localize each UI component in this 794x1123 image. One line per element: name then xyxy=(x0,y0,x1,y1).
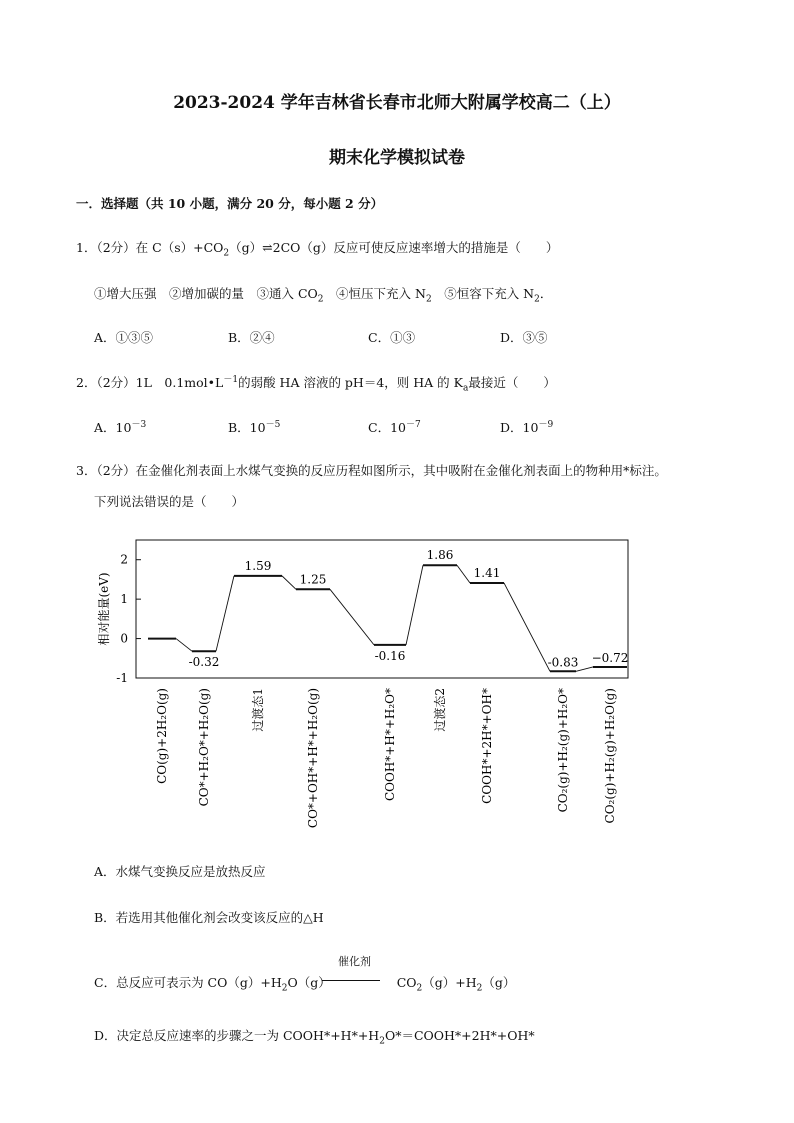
q1-option-a[interactable]: A．①③⑤ xyxy=(94,330,154,345)
q3-option-d-a: D．决定总反应速率的步骤之一为 COOH*+H*+H xyxy=(94,1028,380,1043)
q2-sub: a xyxy=(462,383,469,394)
state-label-5: 过渡态2 xyxy=(433,688,447,732)
q3-option-c-sub1: 2 xyxy=(281,983,288,994)
q2-option-c[interactable] xyxy=(368,417,421,436)
state-label-2: 过渡态1 xyxy=(251,688,265,732)
y-tick-label-2: 1 xyxy=(120,592,128,607)
q2-option-c-sup: －7 xyxy=(405,420,421,430)
q3-option-c-sub2: 2 xyxy=(416,983,423,994)
q1-stem-a: 1．（2分）在 C（s）+CO xyxy=(76,240,224,255)
q1-measures-sub1: 2 xyxy=(317,294,324,305)
energy-value-label-5: 1.86 xyxy=(426,548,454,563)
q2-option-b[interactable] xyxy=(228,417,280,436)
q3-option-b[interactable]: B．若选用其他催化剂会改变该反应的△H xyxy=(94,910,324,925)
title-line-1: 2023-2024 学年吉林省长春市北师大附属学校高二（上） xyxy=(173,93,621,113)
q2-option-a-text: A．10 xyxy=(94,420,132,436)
q2-option-b-text: B．10 xyxy=(228,420,266,436)
q2-option-a[interactable] xyxy=(94,417,146,436)
state-label-4: COOH*+H*+H₂O* xyxy=(383,688,397,802)
section-heading: 一．选择题（共 10 小题，满分 20 分，每小题 2 分） xyxy=(76,196,384,211)
q2-stem-b: 的弱酸 HA 溶液的 pH＝4，则 HA 的 K xyxy=(238,375,463,391)
q2-stem-c: 最接近（ ） xyxy=(468,375,556,391)
energy-value-label-7: -0.83 xyxy=(547,655,579,670)
q2-option-b-sup: －5 xyxy=(265,420,281,430)
q1-measures-c: ⑤恒容下充入 N xyxy=(431,286,535,301)
q3-stem-line-1: 3．（2分）在金催化剂表面上水煤气变换的反应历程如图所示，其中吸附在金催化剂表面上的物种用*标注。 xyxy=(76,463,667,478)
q3-option-c[interactable] xyxy=(94,973,515,994)
connector-0 xyxy=(176,639,192,652)
state-label-1: CO*+H₂O*+H₂O(g) xyxy=(197,688,211,807)
connector-2 xyxy=(282,576,296,589)
q2-sup: －1 xyxy=(223,375,239,385)
q3-option-c-c: CO xyxy=(396,975,417,990)
y-tick-label-0: -1 xyxy=(116,671,128,685)
energy-value-label-6: 1.41 xyxy=(473,565,501,580)
q2-option-a-sup: －3 xyxy=(131,420,147,430)
q2-option-d[interactable] xyxy=(500,417,553,436)
energy-diagram xyxy=(0,530,794,840)
q1-option-d[interactable]: D．③⑤ xyxy=(500,330,548,345)
q1-measures-d: ． xyxy=(539,286,553,301)
energy-value-label-4: -0.16 xyxy=(374,648,406,663)
q3-option-a[interactable]: A．水煤气变换反应是放热反应 xyxy=(94,864,266,879)
q1-measures-a: ①增大压强 ②增加碳的量 ③通入 CO xyxy=(94,286,318,301)
q1-stem-b: （g）⇌2CO（g）反应可使反应速率增大的措施是（ ） xyxy=(229,240,559,255)
connector-5 xyxy=(457,565,470,583)
q1-measures xyxy=(94,284,552,305)
connector-7 xyxy=(576,667,593,671)
q2-stem-a: 2．（2分）1L 0.1mol•L xyxy=(76,375,224,391)
q3-option-d-b: O*＝COOH*+2H*+OH* xyxy=(384,1028,535,1043)
connector-3 xyxy=(330,589,374,645)
q3-option-c-a: C．总反应可表示为 CO（g）+H xyxy=(94,975,282,990)
q1-measures-sub3: 2 xyxy=(534,294,540,305)
connector-6 xyxy=(504,583,550,671)
q3-option-c-e: （g） xyxy=(482,975,516,990)
q3-option-c-d: （g）+H xyxy=(422,975,477,990)
q3-stem-line-2: 下列说法错误的是（ ） xyxy=(94,494,245,509)
q1-sub: 2 xyxy=(223,248,230,259)
state-label-3: CO*+OH*+H*+H₂O(g) xyxy=(306,688,320,829)
q1-measures-b: ④恒压下充入 N xyxy=(323,286,426,301)
y-axis-label: 相对能量(eV) xyxy=(97,572,111,646)
state-label-8: CO₂(g)+H₂(g)+H₂O(g) xyxy=(603,688,617,824)
connector-1 xyxy=(216,576,234,651)
q3-option-d-sub: 2 xyxy=(379,1036,385,1047)
connector-4 xyxy=(406,565,423,645)
y-tick-label-3: 2 xyxy=(120,552,128,567)
q3-option-c-b: O（g） xyxy=(287,975,331,990)
q3-option-d[interactable] xyxy=(94,1026,535,1047)
state-label-0: CO(g)+2H₂O(g) xyxy=(155,688,169,784)
q2-option-c-text: C．10 xyxy=(368,420,406,436)
y-tick-label-1: 0 xyxy=(120,631,128,646)
energy-value-label-2: 1.59 xyxy=(244,558,272,573)
catalyst-label: 催化剂 xyxy=(338,955,371,968)
q2-option-d-sup: －9 xyxy=(538,420,554,430)
q1-stem xyxy=(76,238,558,259)
q2-option-d-text: D．10 xyxy=(500,420,539,436)
energy-value-label-1: -0.32 xyxy=(188,655,220,670)
energy-value-label-3: 1.25 xyxy=(299,572,327,587)
q3-option-c-sub3: 2 xyxy=(476,983,483,994)
q1-option-b[interactable]: B．②④ xyxy=(228,330,275,345)
title-line-2: 期末化学模拟试卷 xyxy=(329,148,465,168)
state-label-6: COOH*+2H*+OH* xyxy=(480,688,494,804)
q1-option-c[interactable]: C．①③ xyxy=(368,330,416,345)
energy-value-label-8: −0.72 xyxy=(591,650,629,665)
state-label-7: CO₂(g)+H₂(g)+H₂O* xyxy=(556,688,570,813)
q2-stem xyxy=(76,372,556,394)
q1-measures-sub2: 2 xyxy=(425,294,432,305)
